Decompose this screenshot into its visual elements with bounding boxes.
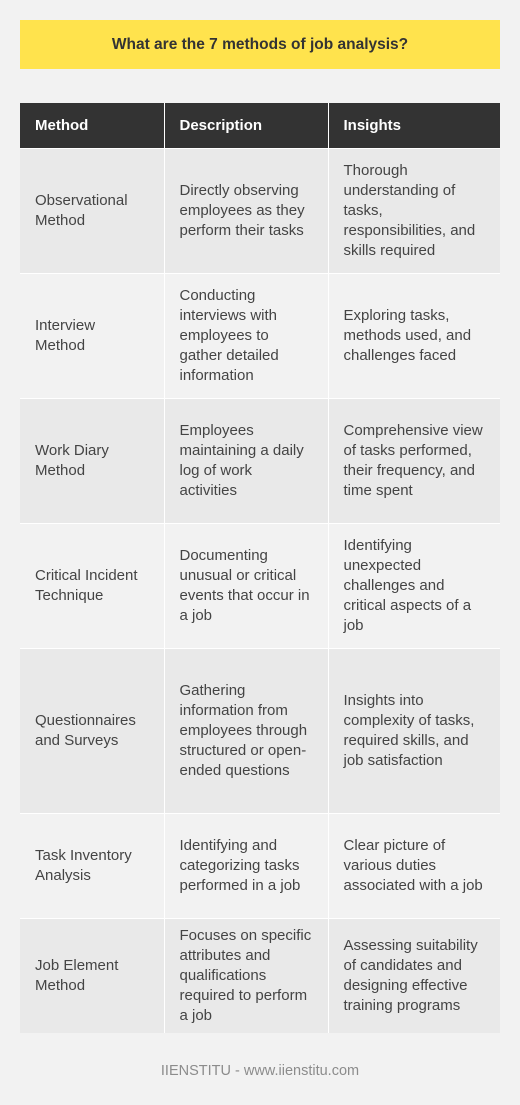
cell-description: Gathering information from employees through structured or open-ended questions — [164, 648, 328, 813]
cell-method: Job Element Method — [35, 956, 119, 994]
cell-insights: Thorough understanding of tasks, responsibilities, and skills required — [328, 148, 500, 273]
page-title — [20, 20, 500, 69]
cell-description: Focuses on specific attributes and qualifications required to perform a job — [164, 918, 328, 1033]
table-row — [20, 523, 500, 648]
header-insights: Insights — [328, 103, 500, 148]
table-row — [20, 273, 500, 398]
cell-description: Directly observing employees as they perform their tasks — [164, 148, 328, 273]
job-analysis-table — [20, 103, 500, 1033]
cell-method: Interview Method — [35, 316, 96, 354]
table-row — [20, 918, 500, 1033]
cell-description: Identifying and categorizing tasks performed in a job — [164, 813, 328, 918]
table-row — [20, 398, 500, 523]
cell-insights: Insights into complexity of tasks, required skills, and job satisfaction — [328, 648, 500, 813]
table-row — [20, 813, 500, 918]
cell-insights: Assessing suitability of candidates and designing effective training programs — [328, 918, 500, 1033]
cell-description: Conducting interviews with employees to gather detailed information — [164, 273, 328, 398]
footer-credit: IIENSTITU - www.iienstitu.com — [160, 1063, 360, 1079]
cell-description: Employees maintaining a daily log of work activities — [164, 398, 328, 523]
cell-insights: Comprehensive view of tasks performed, their frequency, and time spent — [328, 398, 500, 523]
cell-insights: Clear picture of various duties associated with a job — [328, 813, 500, 918]
header-method: Method — [20, 103, 164, 148]
cell-method: Observational Method — [35, 191, 128, 229]
cell-method: Questionnaires and Surveys — [35, 711, 136, 749]
cell-insights: Exploring tasks, methods used, and challenges faced — [328, 273, 500, 398]
table-row — [20, 648, 500, 813]
header-description: Description — [164, 103, 328, 148]
cell-insights: Identifying unexpected challenges and critical aspects of a job — [328, 523, 500, 648]
cell-method: Task Inventory Analysis — [35, 846, 132, 884]
page-title-text: What are the 7 methods of job analysis? — [111, 35, 409, 53]
table-header-row — [20, 103, 500, 148]
cell-method: Critical Incident Technique — [35, 566, 138, 604]
table-row — [20, 148, 500, 273]
cell-method: Work Diary Method — [35, 441, 109, 479]
cell-description: Documenting unusual or critical events that occur in a job — [164, 523, 328, 648]
